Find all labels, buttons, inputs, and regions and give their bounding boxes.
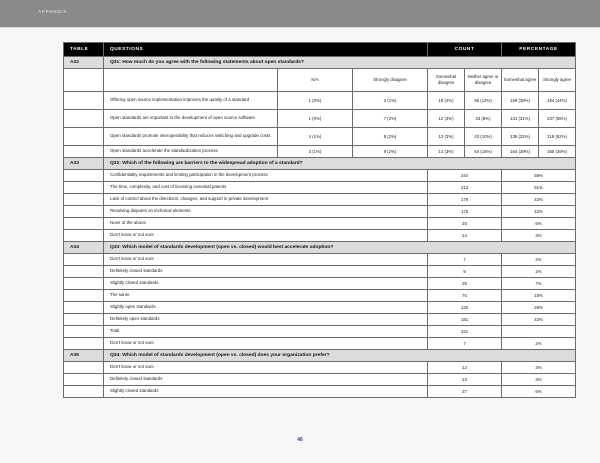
row-percentage: 51% xyxy=(502,182,576,194)
row-value-na: 1 (0%) xyxy=(278,110,353,128)
section-code-a35: A35 xyxy=(64,350,104,362)
row-count: 76 xyxy=(428,290,502,302)
section-question-a35: Q34: Which model of standards development (open vs. closed) does your organization prefer? xyxy=(104,350,576,362)
likert-col-neither: Neither agree or disagree xyxy=(465,69,502,92)
row-value-somewhat-disagree: 18 (4%) xyxy=(428,92,465,110)
header-cell-questions: QUESTIONS xyxy=(104,43,428,57)
table-row xyxy=(64,374,576,386)
row-percentage: 3% xyxy=(502,374,576,386)
table-row xyxy=(64,218,576,230)
row-value-strongly-agree: 184 (44%) xyxy=(539,92,576,110)
row-label: Open standards promote interoperability that reduces switching and upgrade costs xyxy=(104,128,278,146)
row-count: 13 xyxy=(428,374,502,386)
row-percentage: 18% xyxy=(502,290,576,302)
row-value-strongly-disagree: 8 (2%) xyxy=(353,128,428,146)
table-row xyxy=(64,314,576,326)
row-percentage: 3% xyxy=(502,230,576,242)
row-label: Don't know or not sure xyxy=(104,230,428,242)
table-row xyxy=(64,182,576,194)
row-label: Don't know or not sure xyxy=(104,362,428,374)
row-count: 7 xyxy=(428,254,502,266)
likert-col-somewhat-agree: Somewhat agree xyxy=(502,69,539,92)
likert-col-somewhat-disagree: Somewhat disagree xyxy=(428,69,465,92)
row-count: 181 xyxy=(428,314,502,326)
row-label: Slightly closed standards xyxy=(104,386,428,398)
header-cell-count: COUNT xyxy=(428,43,502,57)
row-label: Total xyxy=(104,326,428,338)
question-band-a33 xyxy=(64,158,576,170)
running-header-bar xyxy=(0,0,600,28)
likert-col-strongly-disagree: Strongly disagree xyxy=(353,69,428,92)
table-row xyxy=(64,194,576,206)
row-label: Definitely closed standards xyxy=(104,266,428,278)
running-header-label: APPENDIX xyxy=(38,9,68,14)
row-code-blank xyxy=(64,326,104,338)
table-row xyxy=(64,254,576,266)
row-percentage: 42% xyxy=(502,206,576,218)
row-value-neither: 55 (13%) xyxy=(465,92,502,110)
row-count: 7 xyxy=(428,338,502,350)
table-row xyxy=(64,362,576,374)
row-count: 244 xyxy=(428,170,502,182)
row-code-blank xyxy=(64,290,104,302)
row-label: Slightly open standards xyxy=(104,302,428,314)
row-code-blank xyxy=(64,386,104,398)
table-row-total xyxy=(64,326,576,338)
row-label: Don't know or not sure xyxy=(104,254,428,266)
section-question-a34: Q33: Which model of standards development (open vs. closed) would best accelerate adoption? xyxy=(104,242,576,254)
question-band-a35 xyxy=(64,350,576,362)
row-percentage: 2% xyxy=(502,338,576,350)
row-percentage: 58% xyxy=(502,170,576,182)
row-code-blank xyxy=(64,278,104,290)
row-label: Confidentiality requirements and limiting participation in the development process xyxy=(104,170,428,182)
table-row xyxy=(64,128,576,146)
row-count: 421 xyxy=(428,326,502,338)
row-code-blank xyxy=(64,110,104,128)
row-label: Lack of control about the directions, changes, and support in private development xyxy=(104,194,428,206)
row-code-blank xyxy=(64,314,104,326)
table-header-row xyxy=(64,43,576,57)
row-code-blank xyxy=(64,206,104,218)
row-label: The time, complexity, and cost of licensing essential patents xyxy=(104,182,428,194)
row-count: 213 xyxy=(428,182,502,194)
survey-table-container xyxy=(63,42,575,398)
row-percentage: 43% xyxy=(502,194,576,206)
section-question-a33: Q32: Which of the following are barriers to the widespread adoption of a standard? xyxy=(104,158,576,170)
table-row xyxy=(64,230,576,242)
row-label: Open standards accelerate the standardization process xyxy=(104,146,278,158)
question-band-a32 xyxy=(64,57,576,69)
row-count: 27 xyxy=(428,386,502,398)
row-percentage: 6% xyxy=(502,386,576,398)
row-code-blank xyxy=(64,362,104,374)
section-code-a33: A33 xyxy=(64,158,104,170)
table-row xyxy=(64,110,576,128)
section-code-a34: A34 xyxy=(64,242,104,254)
row-percentage: 3% xyxy=(502,362,576,374)
header-cell-percentage: PERCENTAGE xyxy=(502,43,576,57)
row-value-neither: 43 (10%) xyxy=(465,128,502,146)
row-value-strongly-disagree: 3 (1%) xyxy=(353,92,428,110)
row-percentage xyxy=(502,326,576,338)
table-row xyxy=(64,386,576,398)
table-row xyxy=(64,302,576,314)
row-value-somewhat-disagree: 12 (3%) xyxy=(428,110,465,128)
row-code-blank xyxy=(64,194,104,206)
row-code-blank xyxy=(64,266,104,278)
row-value-somewhat-agree: 135 (32%) xyxy=(502,128,539,146)
row-label: Don't know or not sure xyxy=(104,338,428,350)
row-value-strongly-agree: 218 (52%) xyxy=(539,128,576,146)
row-percentage: 7% xyxy=(502,278,576,290)
row-label: Resolving disputes on technical elements xyxy=(104,206,428,218)
row-value-na: 1 (0%) xyxy=(278,92,353,110)
row-label: Slightly closed standards xyxy=(104,278,428,290)
row-value-strongly-agree: 165 (39%) xyxy=(539,146,576,158)
row-label: None of the above xyxy=(104,218,428,230)
table-row xyxy=(64,266,576,278)
row-value-somewhat-disagree: 14 (3%) xyxy=(428,146,465,158)
row-label: Definitely closed standards xyxy=(104,374,428,386)
row-count: 28 xyxy=(428,278,502,290)
row-code-blank xyxy=(64,302,104,314)
row-value-strongly-agree: 237 (56%) xyxy=(539,110,576,128)
row-label: The same xyxy=(104,290,428,302)
likert-blank-label xyxy=(104,69,278,92)
row-percentage: 2% xyxy=(502,266,576,278)
table-row xyxy=(64,338,576,350)
row-value-strongly-disagree: 7 (2%) xyxy=(353,110,428,128)
row-code-blank xyxy=(64,338,104,350)
row-value-strongly-disagree: 9 (2%) xyxy=(353,146,428,158)
row-label: Open standards are important to the development of open source software xyxy=(104,110,278,128)
table-row xyxy=(64,92,576,110)
row-percentage: 6% xyxy=(502,218,576,230)
likert-col-na: N/A xyxy=(278,69,353,92)
row-percentage: 43% xyxy=(502,314,576,326)
page-number: 46 xyxy=(297,437,303,443)
likert-scale-header-a32 xyxy=(64,69,576,92)
section-question-a32: Q31: How much do you agree with the following statements about open standards? xyxy=(104,57,576,69)
survey-results-table xyxy=(63,42,576,398)
row-label: Offering open source implementation improves the quality of a standard xyxy=(104,92,278,110)
row-value-somewhat-agree: 164 (39%) xyxy=(502,146,539,158)
row-percentage: 2% xyxy=(502,254,576,266)
row-value-somewhat-agree: 159 (38%) xyxy=(502,92,539,110)
row-code-blank xyxy=(64,128,104,146)
row-code-blank xyxy=(64,374,104,386)
row-code-blank xyxy=(64,146,104,158)
row-code-blank xyxy=(64,170,104,182)
row-value-na: 4 (1%) xyxy=(278,128,353,146)
row-code-blank xyxy=(64,254,104,266)
likert-col-strongly-agree: Strongly agree xyxy=(539,69,576,92)
row-count: 175 xyxy=(428,206,502,218)
row-count: 12 xyxy=(428,362,502,374)
table-row xyxy=(64,170,576,182)
table-row xyxy=(64,290,576,302)
row-count: 14 xyxy=(428,230,502,242)
row-count: 25 xyxy=(428,218,502,230)
row-value-somewhat-agree: 131 (31%) xyxy=(502,110,539,128)
row-value-neither: 33 (8%) xyxy=(465,110,502,128)
row-count: 179 xyxy=(428,194,502,206)
likert-blank-code xyxy=(64,69,104,92)
row-code-blank xyxy=(64,218,104,230)
row-code-blank xyxy=(64,230,104,242)
row-label: Definitely open standards xyxy=(104,314,428,326)
table-row xyxy=(64,146,576,158)
row-code-blank xyxy=(64,92,104,110)
row-count: 9 xyxy=(428,266,502,278)
header-cell-table: TABLE xyxy=(64,43,104,57)
row-value-neither: 64 (15%) xyxy=(465,146,502,158)
row-value-somewhat-disagree: 12 (3%) xyxy=(428,128,465,146)
table-row xyxy=(64,278,576,290)
row-count: 120 xyxy=(428,302,502,314)
question-band-a34 xyxy=(64,242,576,254)
row-percentage: 29% xyxy=(502,302,576,314)
row-value-na: 3 (1%) xyxy=(278,146,353,158)
page-sheet xyxy=(0,28,600,463)
section-code-a32: A32 xyxy=(64,57,104,69)
table-row xyxy=(64,206,576,218)
row-code-blank xyxy=(64,182,104,194)
